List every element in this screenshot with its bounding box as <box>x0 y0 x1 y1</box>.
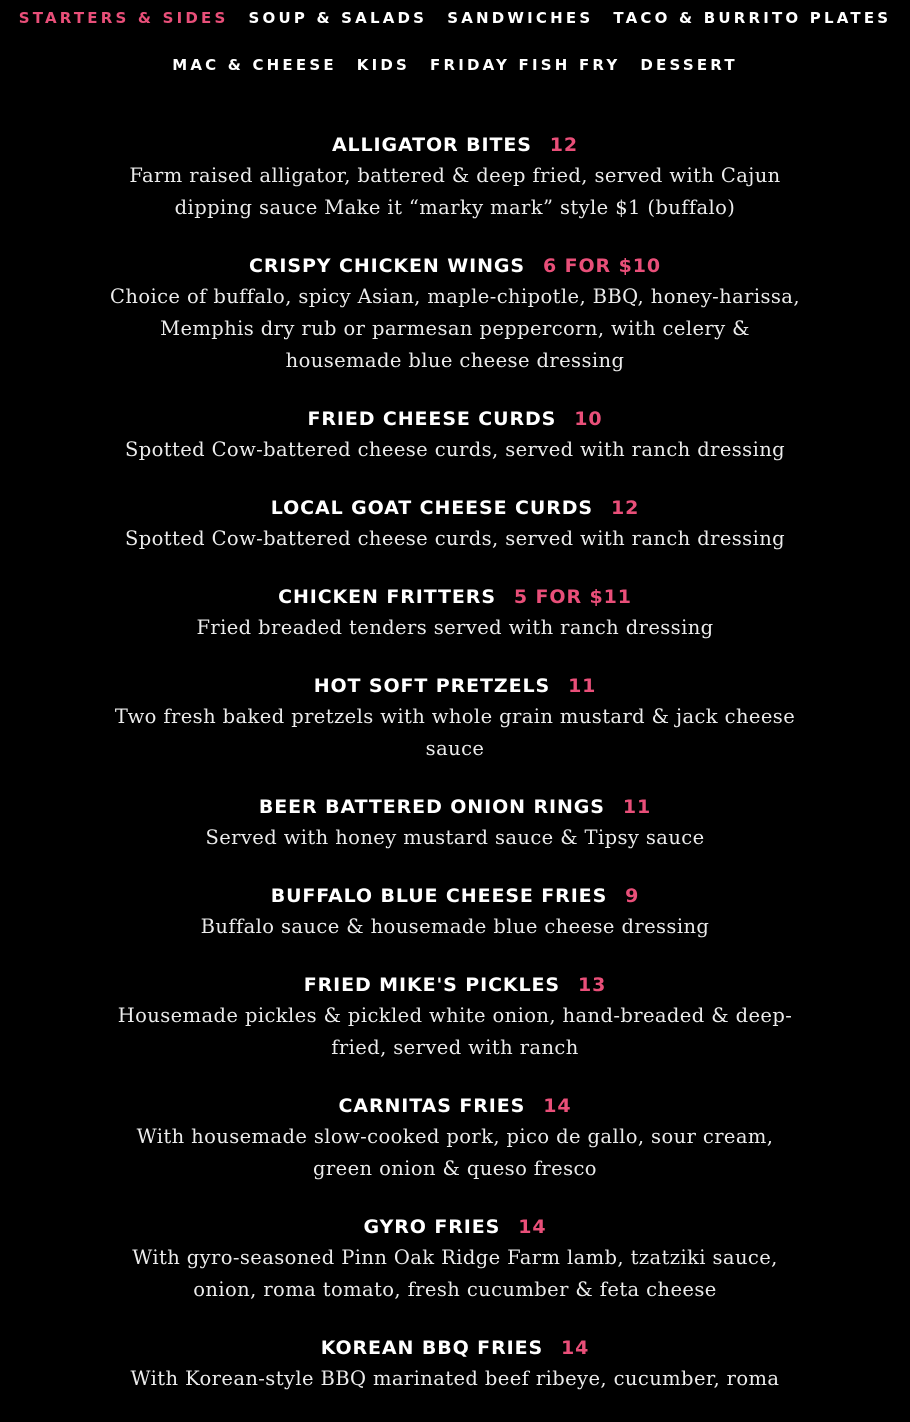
menu-item-description: Farm raised alligator, battered & deep fried, served with Cajun dipping sauce Make it “marky mark” style $1 (buffalo) <box>129 164 781 219</box>
menu-item-name: GYRO FRIES <box>363 1216 501 1238</box>
menu-item-description: With housemade slow-cooked pork, pico de gallo, sour cream, green onion & queso fresco <box>136 1125 774 1180</box>
menu-item-description: Fried breaded tenders served with ranch dressing <box>196 616 714 639</box>
menu-item-header <box>110 794 800 820</box>
menu-list <box>0 132 910 1422</box>
nav-link-friday-fish-fry[interactable]: FRIDAY FISH FRY <box>430 56 621 74</box>
menu-item-price: 9 <box>625 885 640 907</box>
menu-item <box>110 406 800 466</box>
menu-item <box>110 584 800 644</box>
menu-item-name: ALLIGATOR BITES <box>331 134 532 156</box>
menu-item-header <box>110 673 800 699</box>
menu-item-header <box>110 1093 800 1119</box>
menu-item <box>110 495 800 555</box>
menu-item-price: 14 <box>518 1216 547 1238</box>
menu-item-name: LOCAL GOAT CHEESE CURDS <box>270 497 593 519</box>
menu-item-price: 12 <box>549 134 579 156</box>
menu-item-description: Spotted Cow-battered cheese curds, served with ranch dressing <box>124 527 786 550</box>
menu-item-name: BEER BATTERED ONION RINGS <box>258 796 605 818</box>
category-nav-row-2 <box>0 55 910 75</box>
menu-item-header <box>110 972 800 998</box>
menu-item-price: 10 <box>574 408 603 430</box>
nav-link-mac-cheese[interactable]: MAC & CHEESE <box>172 56 337 74</box>
menu-item-name: FRIED CHEESE CURDS <box>307 408 557 430</box>
nav-link-soup-salads[interactable]: SOUP & SALADS <box>248 9 428 27</box>
nav-link-starters-sides[interactable]: STARTERS & SIDES <box>18 9 229 27</box>
menu-item <box>110 253 800 377</box>
menu-item-price: 6 FOR $10 <box>542 255 661 277</box>
menu-item-name: BUFFALO BLUE CHEESE FRIES <box>270 885 608 907</box>
menu-item-price: 14 <box>561 1337 590 1359</box>
menu-item <box>110 132 800 224</box>
menu-item-header <box>110 406 800 432</box>
menu-item-description: Housemade pickles & pickled white onion, hand-breaded & deep-fried, served with ranch <box>117 1004 793 1059</box>
nav-link-taco-burrito-plates[interactable]: TACO & BURRITO PLATES <box>613 9 892 27</box>
menu-item-description: Choice of buffalo, spicy Asian, maple-chipotle, BBQ, honey-harissa, Memphis dry rub or parmesan peppercorn, with celery & housemade blue cheese dressing <box>110 285 800 372</box>
menu-item-name: CHICKEN FRITTERS <box>278 586 496 608</box>
menu-item-price: 11 <box>622 796 652 818</box>
menu-item-description: Spotted Cow-battered cheese curds, served with ranch dressing <box>124 438 786 461</box>
menu-item <box>110 1214 800 1306</box>
menu-item <box>110 673 800 765</box>
menu-item-header <box>110 1214 800 1240</box>
menu-item <box>110 1093 800 1185</box>
category-nav-row-1 <box>0 8 910 28</box>
menu-item-price: 5 FOR $11 <box>513 586 632 608</box>
menu-item-header <box>110 495 800 521</box>
menu-item-name: CRISPY CHICKEN WINGS <box>249 255 525 277</box>
menu-item-header <box>110 253 800 279</box>
nav-link-dessert[interactable]: DESSERT <box>640 56 738 74</box>
menu-item-name: KOREAN BBQ FRIES <box>320 1337 544 1359</box>
menu-item-header <box>110 132 800 158</box>
menu-item-name: FRIED MIKE'S PICKLES <box>303 974 561 996</box>
menu-item-name: CARNITAS FRIES <box>338 1095 526 1117</box>
menu-item-header <box>110 584 800 610</box>
menu-item-header <box>110 883 800 909</box>
nav-link-sandwiches[interactable]: SANDWICHES <box>447 9 594 27</box>
menu-item-price: 12 <box>610 497 640 519</box>
menu-item <box>110 1335 800 1395</box>
nav-link-kids[interactable]: KIDS <box>356 56 411 74</box>
menu-item-description: Buffalo sauce & housemade blue cheese dressing <box>200 915 710 938</box>
menu-item-header <box>110 1335 800 1361</box>
menu-item <box>110 794 800 854</box>
menu-item-description: Served with honey mustard sauce & Tipsy sauce <box>205 826 705 849</box>
menu-item-name: HOT SOFT PRETZELS <box>313 675 551 697</box>
menu-item-description: With Korean-style BBQ marinated beef ribeye, cucumber, roma <box>130 1367 780 1390</box>
menu-item-price: 13 <box>578 974 607 996</box>
menu-item-price: 11 <box>568 675 597 697</box>
menu-item <box>110 883 800 943</box>
menu-item-description: Two fresh baked pretzels with whole grain mustard & jack cheese sauce <box>114 705 796 760</box>
menu-item-description: With gyro-seasoned Pinn Oak Ridge Farm lamb, tzatziki sauce, onion, roma tomato, fresh cucumber & feta cheese <box>132 1246 778 1301</box>
menu-item <box>110 972 800 1064</box>
menu-item-price: 14 <box>543 1095 572 1117</box>
